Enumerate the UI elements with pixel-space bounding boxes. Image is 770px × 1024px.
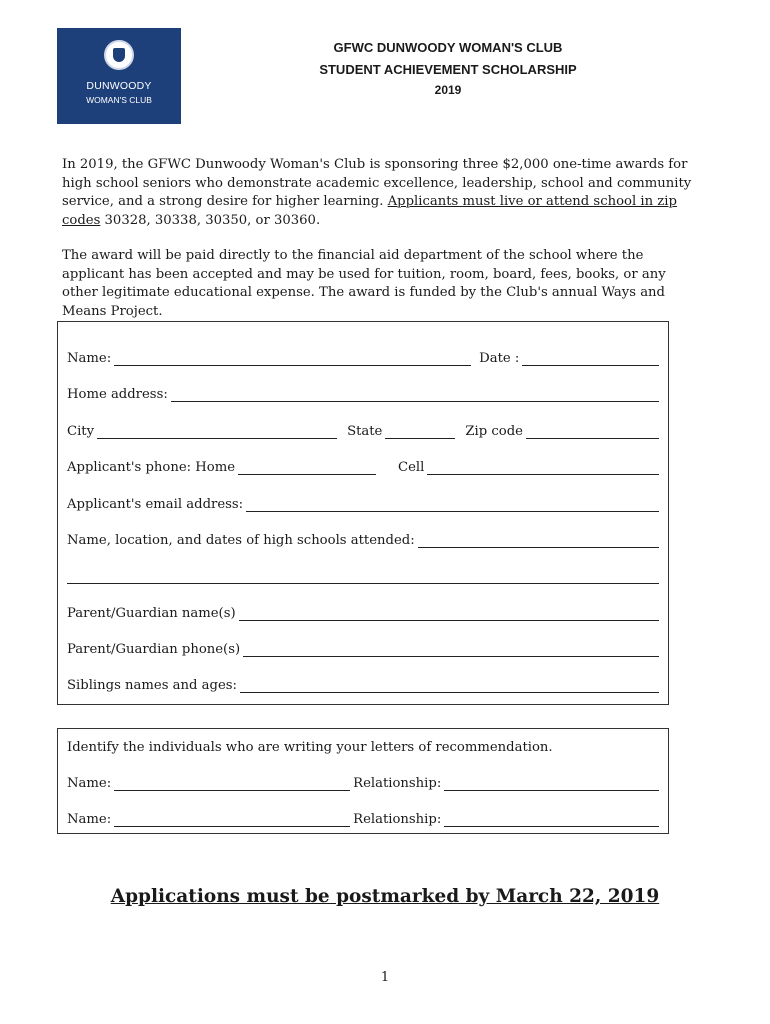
schools-continuation-row — [67, 564, 659, 584]
name-label: Name: — [67, 351, 112, 366]
page-number: 1 — [380, 970, 390, 985]
schools-row — [67, 528, 659, 548]
home-address-field[interactable] — [171, 387, 659, 402]
date-field[interactable] — [522, 351, 659, 366]
intro-zip-codes: 30328, 30338, 30350, or 30360. — [104, 212, 321, 228]
schools-continuation-field[interactable] — [67, 569, 659, 584]
siblings-row — [67, 673, 659, 693]
home-address-label: Home address: — [67, 387, 168, 402]
recommender-1-relationship-label: Relationship: — [353, 776, 442, 791]
recommender-2-relationship-label: Relationship: — [353, 812, 442, 827]
parent-name-label: Parent/Guardian name(s) — [67, 606, 236, 621]
home-phone-label: Applicant's phone: Home — [67, 460, 236, 475]
email-label: Applicant's email address: — [67, 497, 244, 512]
header-year: 2019 — [434, 83, 462, 97]
cell-phone-field[interactable] — [427, 460, 659, 475]
parent-phone-row — [67, 637, 659, 657]
schools-label: Name, location, and dates of high schools attended: — [67, 533, 415, 548]
intro-paragraph — [62, 156, 692, 230]
parent-name-field[interactable] — [239, 606, 659, 621]
home-phone-field[interactable] — [238, 460, 376, 475]
logo-line-1: DUNWOODY — [86, 80, 152, 92]
city-field[interactable] — [97, 424, 337, 439]
zip-label: Zip code — [465, 424, 523, 439]
header-scholarship-name: STUDENT ACHIEVEMENT SCHOLARSHIP — [319, 62, 577, 77]
award-paragraph: The award will be paid directly to the financial aid department of the school where the applicant has been accepted and may be used for tuition, room, board, fees, books, or any other legitimate educational expense. The award is funded by the Club's annual Ways and Means Project. — [62, 248, 666, 319]
recommender-1-name-label: Name: — [67, 776, 112, 791]
parent-name-row — [67, 601, 659, 621]
header-club-name: GFWC DUNWOODY WOMAN'S CLUB — [333, 40, 563, 55]
city-state-zip-row — [67, 419, 659, 439]
phone-row — [67, 455, 659, 475]
parent-phone-field[interactable] — [243, 642, 659, 657]
cell-label: Cell — [398, 460, 425, 475]
document-header — [248, 37, 648, 99]
schools-field[interactable] — [418, 533, 659, 548]
zip-field[interactable] — [526, 424, 659, 439]
logo-line-2: WOMAN'S CLUB — [86, 95, 152, 105]
deadline-notice: Applications must be postmarked by March 22, 2019 — [110, 886, 660, 907]
name-date-row — [67, 346, 659, 366]
recommender-1-relationship-field[interactable] — [444, 776, 659, 791]
club-logo — [57, 28, 181, 124]
siblings-label: Siblings names and ages: — [67, 678, 237, 693]
recommender-1-row — [67, 771, 659, 791]
name-field[interactable] — [114, 351, 471, 366]
home-address-row — [67, 382, 659, 402]
recommender-2-relationship-field[interactable] — [444, 812, 659, 827]
club-seal-icon — [104, 40, 134, 70]
intro-eligibility-underlined: Applicants must live or attend school in zip codes — [62, 194, 677, 228]
date-label: Date : — [479, 351, 520, 366]
siblings-field[interactable] — [240, 678, 659, 693]
parent-phone-label: Parent/Guardian phone(s) — [67, 642, 241, 657]
recommendation-instruction: Identify the individuals who are writing your letters of recommendation. — [67, 740, 553, 755]
email-row — [67, 492, 659, 512]
state-label: State — [347, 424, 383, 439]
recommender-2-name-field[interactable] — [114, 812, 350, 827]
recommender-1-name-field[interactable] — [114, 776, 350, 791]
recommendation-box — [57, 728, 669, 834]
applicant-info-box — [57, 321, 669, 705]
intro-text: In 2019, the GFWC Dunwoody Woman's Club is sponsoring three $2,000 one-time awards for high school seniors who demonstrate academic excellence, leadership, school and community service, and a strong desire for higher learning. — [62, 157, 692, 209]
email-field[interactable] — [246, 497, 659, 512]
recommender-2-row — [67, 807, 659, 827]
state-field[interactable] — [385, 424, 455, 439]
recommendation-instruction-row — [67, 735, 659, 755]
city-label: City — [67, 424, 95, 439]
recommender-2-name-label: Name: — [67, 812, 112, 827]
